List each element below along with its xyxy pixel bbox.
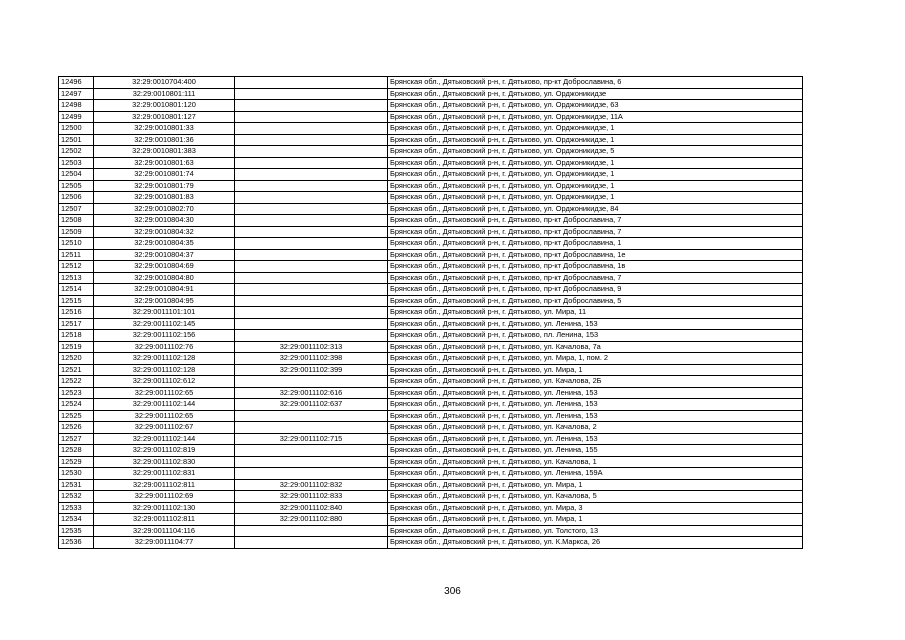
- table-row: [59, 157, 803, 169]
- table-row: [59, 353, 803, 365]
- cadastral-number-cell: 32:29:0011102:65: [94, 387, 235, 399]
- cadastral-number-cell: 32:29:0010802:70: [94, 203, 235, 215]
- cadastral-number-cell: 32:29:0010801:79: [94, 180, 235, 192]
- address-cell: Брянская обл., Дятьковский р-н, г. Дятьково, пр-кт Доброславина, 9: [388, 284, 803, 296]
- address-cell: Брянская обл., Дятьковский р-н, г. Дятьково, ул. Качалова, 2: [388, 422, 803, 434]
- related-cadastral-number-cell: [235, 100, 388, 112]
- cadastral-number-cell: 32:29:0010804:35: [94, 238, 235, 250]
- row-number-cell: 12502: [59, 146, 94, 158]
- related-cadastral-number-cell: 32:29:0011102:715: [235, 433, 388, 445]
- address-cell: Брянская обл., Дятьковский р-н, г. Дятьково, ул. Орджоникидзе: [388, 88, 803, 100]
- row-number-cell: 12529: [59, 456, 94, 468]
- cadastral-number-cell: 32:29:0011102:69: [94, 491, 235, 503]
- related-cadastral-number-cell: 32:29:0011102:880: [235, 514, 388, 526]
- row-number-cell: 12509: [59, 226, 94, 238]
- address-cell: Брянская обл., Дятьковский р-н, г. Дятьково, ул. Орджоникидзе, 1: [388, 180, 803, 192]
- row-number-cell: 12533: [59, 502, 94, 514]
- table-row: [59, 77, 803, 89]
- address-cell: Брянская обл., Дятьковский р-н, г. Дятьково, ул. Качалова, 7а: [388, 341, 803, 353]
- related-cadastral-number-cell: [235, 88, 388, 100]
- related-cadastral-number-cell: [235, 157, 388, 169]
- table-row: [59, 445, 803, 457]
- row-number-cell: 12504: [59, 169, 94, 181]
- row-number-cell: 12503: [59, 157, 94, 169]
- address-cell: Брянская обл., Дятьковский р-н, г. Дятьково, ул. Мира, 1, пом. 2: [388, 353, 803, 365]
- address-cell: Брянская обл., Дятьковский р-н, г. Дятьково, ул. Ленина, 153: [388, 399, 803, 411]
- table-row: [59, 261, 803, 273]
- address-cell: Брянская обл., Дятьковский р-н, г. Дятьково, пр-кт Доброславина, 7: [388, 272, 803, 284]
- cadastral-number-cell: 32:29:0011102:831: [94, 468, 235, 480]
- address-cell: Брянская обл., Дятьковский р-н, г. Дятьково, ул. Ленина, 153: [388, 410, 803, 422]
- related-cadastral-number-cell: [235, 134, 388, 146]
- address-cell: Брянская обл., Дятьковский р-н, г. Дятьково, ул. Орджоникидзе, 1: [388, 123, 803, 135]
- table-row: [59, 295, 803, 307]
- table-row: [59, 318, 803, 330]
- cadastral-number-cell: 32:29:0010704:400: [94, 77, 235, 89]
- address-cell: Брянская обл., Дятьковский р-н, г. Дятьково, ул. Ленина, 153: [388, 387, 803, 399]
- row-number-cell: 12523: [59, 387, 94, 399]
- cadastral-number-cell: 32:29:0010804:32: [94, 226, 235, 238]
- cadastral-number-cell: 32:29:0011102:811: [94, 514, 235, 526]
- table-row: [59, 284, 803, 296]
- related-cadastral-number-cell: [235, 318, 388, 330]
- address-cell: Брянская обл., Дятьковский р-н, г. Дятьково, ул. Качалова, 2Б: [388, 376, 803, 388]
- related-cadastral-number-cell: 32:29:0011102:399: [235, 364, 388, 376]
- address-cell: Брянская обл., Дятьковский р-н, г. Дятьково, ул. Орджоникидзе, 84: [388, 203, 803, 215]
- related-cadastral-number-cell: [235, 203, 388, 215]
- address-cell: Брянская обл., Дятьковский р-н, г. Дятьково, пр-кт Доброславина, 5: [388, 295, 803, 307]
- address-cell: Брянская обл., Дятьковский р-н, г. Дятьково, ул. Качалова, 1: [388, 456, 803, 468]
- address-cell: Брянская обл., Дятьковский р-н, г. Дятьково, ул. Ленина, 153: [388, 433, 803, 445]
- row-number-cell: 12517: [59, 318, 94, 330]
- table-row: [59, 537, 803, 549]
- related-cadastral-number-cell: [235, 249, 388, 261]
- cadastral-number-cell: 32:29:0010801:36: [94, 134, 235, 146]
- table-row: [59, 330, 803, 342]
- row-number-cell: 12508: [59, 215, 94, 227]
- address-cell: Брянская обл., Дятьковский р-н, г. Дятьково, ул. Орджоникидзе, 1: [388, 134, 803, 146]
- table-row: [59, 525, 803, 537]
- table-row: [59, 491, 803, 503]
- row-number-cell: 12531: [59, 479, 94, 491]
- address-cell: Брянская обл., Дятьковский р-н, г. Дятьково, ул. Мира, 1: [388, 479, 803, 491]
- cadastral-number-cell: 32:29:0011102:612: [94, 376, 235, 388]
- address-cell: Брянская обл., Дятьковский р-н, г. Дятьково, ул. Орджоникидзе, 63: [388, 100, 803, 112]
- table-row: [59, 433, 803, 445]
- related-cadastral-number-cell: 32:29:0011102:398: [235, 353, 388, 365]
- row-number-cell: 12507: [59, 203, 94, 215]
- table-row: [59, 215, 803, 227]
- cadastral-number-cell: 32:29:0010804:91: [94, 284, 235, 296]
- address-cell: Брянская обл., Дятьковский р-н, г. Дятьково, ул. Орджоникидзе, 1: [388, 192, 803, 204]
- related-cadastral-number-cell: [235, 284, 388, 296]
- cadastral-number-cell: 32:29:0010804:95: [94, 295, 235, 307]
- table-body: [59, 77, 803, 549]
- address-cell: Брянская обл., Дятьковский р-н, г. Дятьково, ул. Орджоникидзе, 1: [388, 157, 803, 169]
- row-number-cell: 12513: [59, 272, 94, 284]
- table-row: [59, 456, 803, 468]
- row-number-cell: 12530: [59, 468, 94, 480]
- table-row: [59, 341, 803, 353]
- cadastral-number-cell: 32:29:0011102:830: [94, 456, 235, 468]
- related-cadastral-number-cell: [235, 169, 388, 181]
- related-cadastral-number-cell: [235, 445, 388, 457]
- row-number-cell: 12510: [59, 238, 94, 250]
- cadastral-number-cell: 32:29:0011102:67: [94, 422, 235, 434]
- related-cadastral-number-cell: [235, 272, 388, 284]
- row-number-cell: 12521: [59, 364, 94, 376]
- table-row: [59, 514, 803, 526]
- cadastral-number-cell: 32:29:0010801:74: [94, 169, 235, 181]
- row-number-cell: 12526: [59, 422, 94, 434]
- related-cadastral-number-cell: 32:29:0011102:616: [235, 387, 388, 399]
- address-cell: Брянская обл., Дятьковский р-н, г. Дятьково, пл. Ленина, 153: [388, 330, 803, 342]
- row-number-cell: 12520: [59, 353, 94, 365]
- row-number-cell: 12499: [59, 111, 94, 123]
- address-cell: Брянская обл., Дятьковский р-н, г. Дятьково, ул. Ленина, 155: [388, 445, 803, 457]
- table-row: [59, 468, 803, 480]
- row-number-cell: 12519: [59, 341, 94, 353]
- related-cadastral-number-cell: [235, 422, 388, 434]
- address-cell: Брянская обл., Дятьковский р-н, г. Дятьково, пр-кт Доброславина, 7: [388, 226, 803, 238]
- row-number-cell: 12515: [59, 295, 94, 307]
- row-number-cell: 12536: [59, 537, 94, 549]
- cadastral-number-cell: 32:29:0011104:116: [94, 525, 235, 537]
- related-cadastral-number-cell: [235, 226, 388, 238]
- cadastral-number-cell: 32:29:0011102:128: [94, 364, 235, 376]
- cadastral-number-cell: 32:29:0011102:128: [94, 353, 235, 365]
- cadastral-number-cell: 32:29:0010801:63: [94, 157, 235, 169]
- address-cell: Брянская обл., Дятьковский р-н, г. Дятьково, ул. Орджоникидзе, 11А: [388, 111, 803, 123]
- related-cadastral-number-cell: 32:29:0011102:832: [235, 479, 388, 491]
- related-cadastral-number-cell: [235, 537, 388, 549]
- related-cadastral-number-cell: [235, 215, 388, 227]
- table-row: [59, 146, 803, 158]
- table-row: [59, 226, 803, 238]
- row-number-cell: 12527: [59, 433, 94, 445]
- row-number-cell: 12505: [59, 180, 94, 192]
- cadastral-number-cell: 32:29:0010801:33: [94, 123, 235, 135]
- cadastral-number-cell: 32:29:0011102:130: [94, 502, 235, 514]
- table-row: [59, 111, 803, 123]
- related-cadastral-number-cell: 32:29:0011102:313: [235, 341, 388, 353]
- related-cadastral-number-cell: 32:29:0011102:833: [235, 491, 388, 503]
- row-number-cell: 12497: [59, 88, 94, 100]
- cadastral-number-cell: 32:29:0010801:127: [94, 111, 235, 123]
- cadastral-number-cell: 32:29:0010801:111: [94, 88, 235, 100]
- cadastral-number-cell: 32:29:0011102:811: [94, 479, 235, 491]
- related-cadastral-number-cell: [235, 410, 388, 422]
- cadastral-number-cell: 32:29:0010804:37: [94, 249, 235, 261]
- address-cell: Брянская обл., Дятьковский р-н, г. Дятьково, пр-кт Доброславина, 1в: [388, 261, 803, 273]
- address-cell: Брянская обл., Дятьковский р-н, г. Дятьково, пр-кт Доброславина, 7: [388, 215, 803, 227]
- table-row: [59, 134, 803, 146]
- related-cadastral-number-cell: [235, 192, 388, 204]
- cadastral-number-cell: 32:29:0011104:77: [94, 537, 235, 549]
- table-row: [59, 238, 803, 250]
- related-cadastral-number-cell: [235, 261, 388, 273]
- related-cadastral-number-cell: [235, 376, 388, 388]
- table-row: [59, 203, 803, 215]
- cadastral-number-cell: 32:29:0010801:83: [94, 192, 235, 204]
- related-cadastral-number-cell: [235, 525, 388, 537]
- address-cell: Брянская обл., Дятьковский р-н, г. Дятьково, ул. Мира, 11: [388, 307, 803, 319]
- related-cadastral-number-cell: [235, 295, 388, 307]
- address-cell: Брянская обл., Дятьковский р-н, г. Дятьково, ул. Мира, 1: [388, 514, 803, 526]
- related-cadastral-number-cell: [235, 77, 388, 89]
- related-cadastral-number-cell: [235, 456, 388, 468]
- table-row: [59, 307, 803, 319]
- row-number-cell: 12498: [59, 100, 94, 112]
- table-row: [59, 180, 803, 192]
- cadastral-number-cell: 32:29:0010804:80: [94, 272, 235, 284]
- row-number-cell: 12525: [59, 410, 94, 422]
- table-row: [59, 364, 803, 376]
- related-cadastral-number-cell: [235, 180, 388, 192]
- table-row: [59, 272, 803, 284]
- cadastral-number-cell: 32:29:0011102:65: [94, 410, 235, 422]
- table-row: [59, 169, 803, 181]
- row-number-cell: 12524: [59, 399, 94, 411]
- address-cell: Брянская обл., Дятьковский р-н, г. Дятьково, пр-кт Доброславина, 1е: [388, 249, 803, 261]
- address-cell: Брянская обл., Дятьковский р-н, г. Дятьково, ул. К.Маркса, 26: [388, 537, 803, 549]
- property-table: [58, 76, 803, 549]
- cadastral-number-cell: 32:29:0011101:101: [94, 307, 235, 319]
- cadastral-number-cell: 32:29:0010801:383: [94, 146, 235, 158]
- row-number-cell: 12528: [59, 445, 94, 457]
- row-number-cell: 12496: [59, 77, 94, 89]
- address-cell: Брянская обл., Дятьковский р-н, г. Дятьково, ул. Орджоникидзе, 1: [388, 169, 803, 181]
- row-number-cell: 12535: [59, 525, 94, 537]
- row-number-cell: 12500: [59, 123, 94, 135]
- row-number-cell: 12514: [59, 284, 94, 296]
- cadastral-number-cell: 32:29:0010801:120: [94, 100, 235, 112]
- address-cell: Брянская обл., Дятьковский р-н, г. Дятьково, ул. Ленина, 153: [388, 318, 803, 330]
- address-cell: Брянская обл., Дятьковский р-н, г. Дятьково, ул. Орджоникидзе, 5: [388, 146, 803, 158]
- table-row: [59, 192, 803, 204]
- table-row: [59, 502, 803, 514]
- row-number-cell: 12534: [59, 514, 94, 526]
- table-row: [59, 376, 803, 388]
- table-row: [59, 249, 803, 261]
- table-row: [59, 123, 803, 135]
- cadastral-number-cell: 32:29:0010804:69: [94, 261, 235, 273]
- cadastral-number-cell: 32:29:0011102:76: [94, 341, 235, 353]
- related-cadastral-number-cell: [235, 123, 388, 135]
- row-number-cell: 12512: [59, 261, 94, 273]
- table-row: [59, 100, 803, 112]
- row-number-cell: 12511: [59, 249, 94, 261]
- cadastral-number-cell: 32:29:0011102:819: [94, 445, 235, 457]
- cadastral-number-cell: 32:29:0011102:144: [94, 433, 235, 445]
- cadastral-number-cell: 32:29:0011102:156: [94, 330, 235, 342]
- cadastral-number-cell: 32:29:0011102:145: [94, 318, 235, 330]
- table-row: [59, 479, 803, 491]
- row-number-cell: 12518: [59, 330, 94, 342]
- row-number-cell: 12522: [59, 376, 94, 388]
- related-cadastral-number-cell: [235, 111, 388, 123]
- related-cadastral-number-cell: [235, 468, 388, 480]
- row-number-cell: 12506: [59, 192, 94, 204]
- address-cell: Брянская обл., Дятьковский р-н, г. Дятьково, пр-кт Доброславина, 1: [388, 238, 803, 250]
- row-number-cell: 12532: [59, 491, 94, 503]
- row-number-cell: 12501: [59, 134, 94, 146]
- address-cell: Брянская обл., Дятьковский р-н, г. Дятьково, ул. Толстого, 13: [388, 525, 803, 537]
- related-cadastral-number-cell: 32:29:0011102:637: [235, 399, 388, 411]
- address-cell: Брянская обл., Дятьковский р-н, г. Дятьково, ул. Ленина, 159А: [388, 468, 803, 480]
- table-row: [59, 422, 803, 434]
- related-cadastral-number-cell: [235, 307, 388, 319]
- table-row: [59, 387, 803, 399]
- address-cell: Брянская обл., Дятьковский р-н, г. Дятьково, ул. Мира, 1: [388, 364, 803, 376]
- row-number-cell: 12516: [59, 307, 94, 319]
- related-cadastral-number-cell: 32:29:0011102:840: [235, 502, 388, 514]
- related-cadastral-number-cell: [235, 330, 388, 342]
- table-row: [59, 410, 803, 422]
- address-cell: Брянская обл., Дятьковский р-н, г. Дятьково, ул. Мира, 3: [388, 502, 803, 514]
- page-number: 306: [444, 586, 461, 597]
- related-cadastral-number-cell: [235, 146, 388, 158]
- cadastral-number-cell: 32:29:0010804:30: [94, 215, 235, 227]
- cadastral-number-cell: 32:29:0011102:144: [94, 399, 235, 411]
- address-cell: Брянская обл., Дятьковский р-н, г. Дятьково, пр-кт Доброславина, 6: [388, 77, 803, 89]
- table-row: [59, 88, 803, 100]
- address-cell: Брянская обл., Дятьковский р-н, г. Дятьково, ул. Качалова, 5: [388, 491, 803, 503]
- table-row: [59, 399, 803, 411]
- related-cadastral-number-cell: [235, 238, 388, 250]
